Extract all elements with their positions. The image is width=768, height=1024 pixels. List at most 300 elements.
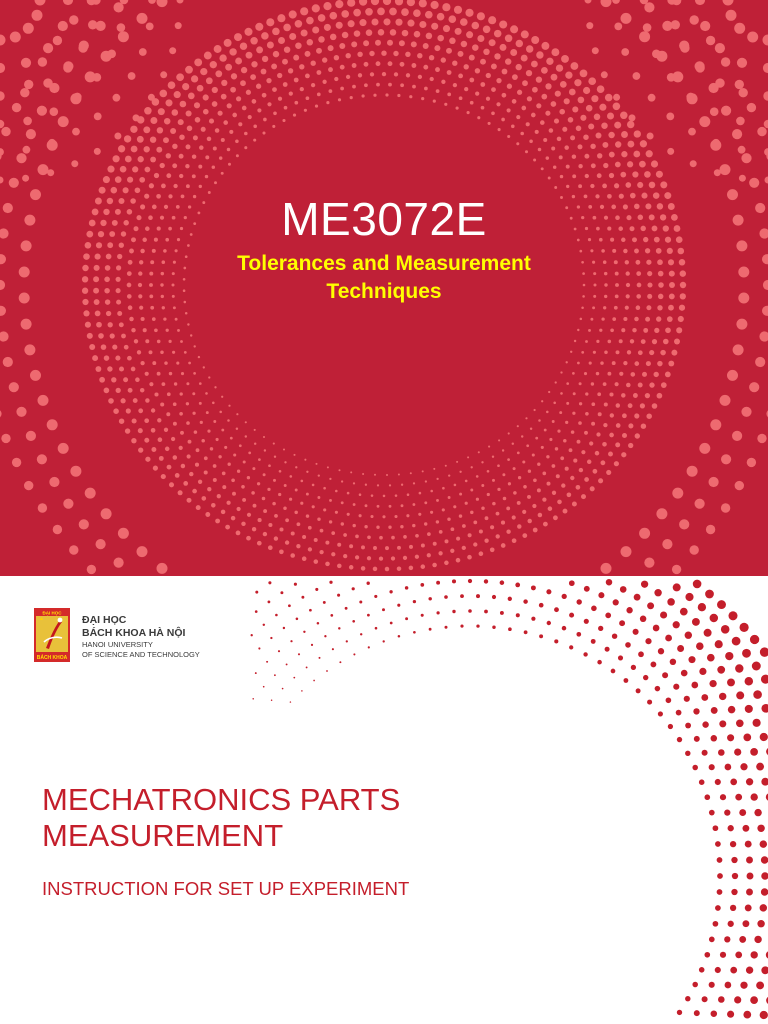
halftone-dot	[502, 69, 508, 75]
halftone-dot	[0, 35, 6, 46]
halftone-dot	[186, 144, 191, 149]
halftone-dot	[346, 75, 350, 79]
halftone-dot	[523, 485, 527, 489]
halftone-dot	[467, 456, 469, 458]
halftone-dot	[186, 382, 189, 385]
halftone-dot	[175, 22, 182, 29]
halftone-dot	[621, 131, 628, 138]
halftone-dot	[531, 617, 535, 621]
halftone-dot	[527, 519, 531, 523]
halftone-dot	[262, 93, 267, 98]
halftone-dot	[547, 482, 551, 486]
halftone-dot	[251, 61, 257, 67]
halftone-dot	[473, 521, 477, 525]
halftone-dot	[645, 317, 650, 322]
halftone-dot	[479, 529, 483, 533]
halftone-dot	[508, 482, 511, 485]
halftone-dot	[213, 464, 217, 468]
halftone-dot	[454, 6, 462, 14]
halftone-dot	[668, 724, 673, 729]
halftone-dot	[595, 451, 600, 456]
halftone-dot	[293, 454, 295, 456]
halftone-dot	[625, 306, 629, 310]
halftone-dot	[639, 528, 650, 539]
halftone-dot	[245, 421, 247, 423]
halftone-dot	[375, 627, 378, 630]
halftone-dot	[761, 675, 768, 684]
halftone-dot	[636, 271, 641, 276]
halftone-dot	[119, 366, 124, 371]
halftone-dot	[198, 165, 202, 169]
halftone-dot	[548, 391, 550, 393]
halftone-dot	[704, 629, 712, 637]
halftone-dot	[470, 489, 473, 492]
halftone-dot	[150, 306, 154, 310]
halftone-dot	[263, 118, 267, 122]
halftone-dot	[667, 148, 674, 155]
halftone-dot	[193, 135, 198, 140]
halftone-dot	[409, 545, 413, 549]
halftone-dot	[371, 18, 378, 25]
halftone-dot	[609, 433, 614, 438]
halftone-dot	[556, 474, 560, 478]
halftone-dot	[172, 295, 175, 298]
halftone-dot	[456, 107, 459, 110]
course-title-line1: Tolerances and Measurement	[237, 252, 531, 275]
halftone-dot	[370, 72, 374, 76]
halftone-dot	[526, 70, 532, 76]
halftone-dot	[290, 640, 292, 642]
halftone-dot	[231, 478, 235, 482]
halftone-dot	[764, 120, 768, 129]
halftone-dot	[731, 889, 737, 895]
halftone-dot	[709, 83, 719, 93]
halftone-dot	[139, 260, 143, 264]
halftone-dot	[492, 625, 495, 628]
halftone-dot	[212, 402, 215, 405]
university-name-line3: HANOI UNIVERSITY	[82, 640, 153, 649]
halftone-dot	[490, 525, 494, 529]
halftone-dot	[163, 137, 169, 143]
halftone-dot	[82, 276, 88, 282]
halftone-dot	[715, 905, 721, 911]
halftone-dot	[492, 595, 496, 599]
halftone-dot	[195, 463, 199, 467]
halftone-dot	[341, 10, 349, 18]
halftone-dot	[709, 810, 715, 816]
halftone-dot	[760, 904, 767, 911]
halftone-dot	[508, 627, 512, 631]
halftone-dot	[383, 18, 390, 25]
halftone-dot	[585, 392, 588, 395]
halftone-dot	[501, 521, 505, 525]
halftone-dot	[222, 472, 226, 476]
halftone-dot	[531, 113, 536, 118]
halftone-dot	[143, 126, 150, 133]
halftone-dot	[492, 502, 496, 506]
halftone-dot	[412, 503, 415, 506]
halftone-dot	[116, 288, 121, 293]
halftone-dot	[12, 458, 21, 467]
halftone-dot	[391, 536, 395, 540]
halftone-dot	[690, 545, 699, 554]
halftone-dot	[70, 466, 81, 477]
halftone-dot	[673, 583, 681, 591]
halftone-dot	[615, 295, 619, 299]
halftone-dot	[660, 611, 667, 618]
halftone-dot	[210, 447, 213, 450]
halftone-dot	[524, 630, 528, 634]
halftone-dot	[654, 372, 659, 377]
halftone-dot	[0, 91, 5, 100]
halftone-dot	[283, 627, 285, 629]
halftone-dot	[623, 361, 627, 365]
halftone-dot	[494, 53, 500, 59]
halftone-dot	[253, 125, 257, 129]
halftone-dot	[82, 265, 89, 272]
halftone-dot	[214, 181, 217, 184]
halftone-dot	[638, 383, 643, 388]
halftone-dot	[669, 271, 675, 277]
halftone-dot	[579, 382, 582, 385]
halftone-dot	[591, 402, 595, 406]
halftone-dot	[506, 530, 510, 534]
halftone-dot	[685, 751, 690, 756]
halftone-dot	[593, 283, 596, 286]
halftone-dot	[747, 458, 756, 467]
halftone-dot	[462, 546, 466, 550]
halftone-dot	[397, 94, 400, 97]
halftone-dot	[258, 647, 260, 649]
halftone-dot	[212, 165, 215, 168]
halftone-dot	[47, 140, 58, 151]
halftone-dot	[199, 185, 202, 188]
halftone-dot	[613, 103, 621, 111]
halftone-dot	[107, 166, 114, 173]
halftone-dot	[554, 119, 559, 124]
halftone-dot	[518, 476, 521, 479]
halftone-dot	[475, 68, 480, 73]
halftone-dot	[213, 478, 217, 482]
halftone-dot	[302, 556, 307, 561]
halftone-dot	[605, 94, 613, 102]
halftone-dot	[733, 344, 744, 355]
halftone-dot	[745, 841, 752, 848]
halftone-dot	[472, 44, 478, 50]
halftone-dot	[32, 10, 43, 21]
halftone-dot	[531, 61, 538, 68]
halftone-dot	[373, 94, 376, 97]
halftone-dot	[411, 63, 416, 68]
halftone-dot	[507, 458, 510, 461]
halftone-dot	[459, 471, 461, 473]
halftone-dot	[548, 177, 551, 180]
halftone-dot	[727, 370, 738, 381]
halftone-dot	[502, 449, 504, 451]
halftone-dot	[690, 160, 697, 167]
halftone-dot	[140, 361, 144, 365]
halftone-dot	[296, 618, 299, 621]
halftone-dot	[503, 497, 507, 501]
halftone-dot	[704, 952, 710, 958]
halftone-dot	[367, 582, 370, 585]
halftone-dot	[527, 495, 531, 499]
halftone-dot	[481, 507, 485, 511]
halftone-dot	[137, 13, 148, 24]
halftone-dot	[665, 372, 671, 378]
halftone-dot	[364, 525, 367, 528]
halftone-dot	[173, 402, 177, 406]
halftone-dot	[359, 0, 367, 6]
halftone-dot	[371, 494, 374, 497]
halftone-dot	[173, 184, 177, 188]
halftone-dot	[256, 46, 263, 53]
halftone-dot	[240, 80, 246, 86]
halftone-dot	[166, 173, 171, 178]
halftone-dot	[576, 485, 581, 490]
halftone-dot	[9, 178, 19, 188]
halftone-dot	[718, 749, 725, 756]
halftone-dot	[166, 329, 169, 332]
halftone-dot	[605, 647, 610, 652]
halftone-dot	[161, 474, 166, 479]
halftone-dot	[314, 538, 318, 542]
halftone-dot	[127, 177, 133, 183]
halftone-dot	[439, 530, 443, 534]
halftone-dot	[379, 556, 383, 560]
halftone-dot	[727, 734, 734, 741]
halftone-dot	[263, 686, 265, 688]
halftone-dot	[290, 553, 295, 558]
halftone-dot	[481, 106, 485, 110]
halftone-dot	[725, 982, 732, 989]
halftone-dot	[397, 604, 400, 607]
halftone-dot	[620, 172, 626, 178]
halftone-dot	[702, 721, 708, 727]
halftone-dot	[370, 515, 373, 518]
halftone-dot	[169, 482, 174, 487]
halftone-dot	[395, 19, 402, 26]
halftone-dot	[490, 547, 495, 552]
halftone-dot	[417, 53, 422, 58]
halftone-dot	[698, 603, 706, 611]
halftone-dot	[179, 154, 184, 159]
halftone-dot	[274, 674, 276, 676]
halftone-dot	[657, 393, 663, 399]
halftone-dot	[600, 460, 605, 465]
halftone-dot	[679, 519, 689, 529]
halftone-dot	[599, 104, 606, 111]
halftone-dot	[347, 492, 350, 495]
halftone-dot	[218, 455, 221, 458]
halftone-dot	[0, 306, 6, 316]
halftone-dot	[554, 639, 558, 643]
halftone-dot	[323, 487, 326, 490]
halftone-dot	[591, 606, 597, 612]
halftone-dot	[661, 382, 667, 388]
halftone-dot	[113, 94, 121, 102]
halftone-dot	[709, 982, 715, 988]
halftone-dot	[656, 51, 667, 62]
halftone-dot	[702, 996, 708, 1002]
halftone-dot	[625, 642, 631, 648]
halftone-dot	[541, 94, 547, 100]
halftone-dot	[203, 94, 209, 100]
halftone-dot	[579, 402, 582, 405]
halftone-dot	[425, 11, 433, 19]
halftone-dot	[418, 75, 422, 79]
halftone-dot	[645, 638, 651, 644]
halftone-dot	[373, 546, 377, 550]
halftone-dot	[657, 259, 663, 265]
halftone-dot	[478, 451, 480, 453]
halftone-dot	[382, 608, 385, 611]
halftone-dot	[323, 2, 331, 10]
halftone-dot	[436, 520, 439, 523]
halftone-dot	[546, 58, 553, 65]
halftone-dot	[653, 625, 660, 632]
halftone-dot	[677, 1010, 682, 1015]
halftone-dot	[735, 952, 742, 959]
halftone-dot	[459, 96, 463, 100]
halftone-dot	[400, 62, 405, 67]
halftone-dot	[542, 472, 546, 476]
halftone-dot	[560, 456, 564, 460]
halftone-dot	[219, 411, 222, 414]
halftone-dot	[441, 57, 446, 62]
halftone-dot	[233, 453, 236, 456]
halftone-dot	[735, 664, 743, 672]
halftone-dot	[628, 403, 633, 408]
halftone-dot	[308, 547, 312, 551]
halftone-dot	[121, 334, 126, 339]
halftone-dot	[365, 484, 367, 486]
halftone-dot	[231, 73, 237, 79]
halftone-dot	[203, 366, 205, 368]
halftone-dot	[173, 306, 176, 309]
halftone-dot	[252, 99, 257, 104]
halftone-dot	[652, 403, 658, 409]
halftone-dot	[634, 130, 641, 137]
halftone-dot	[699, 443, 710, 454]
halftone-dot	[232, 492, 236, 496]
halftone-dot	[517, 501, 521, 505]
halftone-dot	[660, 350, 666, 356]
halftone-dot	[191, 75, 198, 82]
halftone-dot	[531, 585, 536, 590]
halftone-dot	[436, 581, 440, 585]
halftone-dot	[743, 1011, 751, 1019]
halftone-dot	[145, 372, 149, 376]
halftone-dot	[383, 0, 391, 5]
halftone-dot	[747, 32, 758, 43]
halftone-dot	[129, 317, 134, 322]
halftone-dot	[391, 556, 395, 560]
halftone-dot	[307, 39, 314, 46]
halftone-dot	[138, 156, 144, 162]
halftone-dot	[328, 67, 333, 72]
halftone-dot	[329, 581, 332, 584]
halftone-dot	[235, 58, 242, 65]
halftone-dot	[507, 108, 511, 112]
halftone-dot	[169, 340, 172, 343]
halftone-dot	[763, 91, 768, 100]
halftone-dot	[289, 498, 292, 501]
halftone-dot	[361, 545, 365, 549]
halftone-dot	[639, 161, 646, 168]
halftone-dot	[53, 36, 62, 45]
halftone-dot	[125, 428, 130, 433]
halftone-dot	[513, 491, 517, 495]
halftone-dot	[329, 520, 332, 523]
halftone-dot	[232, 113, 237, 118]
halftone-dot	[615, 283, 619, 287]
halftone-dot	[477, 12, 485, 20]
halftone-dot	[672, 565, 681, 574]
halftone-dot	[145, 398, 149, 402]
halftone-dot	[280, 591, 283, 594]
halftone-dot	[563, 509, 568, 514]
halftone-dot	[521, 30, 529, 38]
halftone-dot	[214, 45, 222, 53]
halftone-dot	[589, 362, 592, 365]
halftone-dot	[180, 392, 183, 395]
halftone-dot	[421, 544, 425, 548]
halftone-dot	[327, 466, 329, 468]
halftone-dot	[118, 145, 125, 152]
halftone-dot	[94, 299, 100, 305]
halftone-dot	[621, 328, 625, 332]
halftone-dot	[695, 0, 705, 5]
halftone-dot	[437, 35, 444, 42]
halftone-dot	[607, 372, 611, 376]
halftone-dot	[616, 423, 621, 428]
halftone-dot	[361, 566, 366, 571]
halftone-dot	[350, 96, 353, 99]
halftone-dot	[326, 670, 328, 672]
halftone-dot	[488, 446, 490, 448]
halftone-dot	[755, 357, 765, 367]
halftone-dot	[400, 83, 404, 87]
halftone-dot	[223, 120, 228, 125]
halftone-dot	[699, 116, 710, 127]
halftone-dot	[634, 594, 641, 601]
halftone-dot	[353, 653, 355, 655]
halftone-dot	[565, 467, 569, 471]
halftone-dot	[158, 108, 165, 115]
halftone-dot	[236, 154, 239, 157]
halftone-dot	[70, 93, 81, 104]
halftone-dot	[375, 40, 381, 46]
halftone-dot	[647, 294, 652, 299]
halftone-dot	[615, 442, 620, 447]
halftone-dot	[185, 66, 193, 74]
halftone-dot	[695, 61, 705, 71]
halftone-dot	[609, 173, 614, 178]
halftone-dot	[721, 106, 731, 116]
halftone-dot	[166, 153, 171, 158]
halftone-dot	[732, 431, 742, 441]
halftone-dot	[762, 306, 768, 316]
halftone-dot	[151, 428, 156, 433]
halftone-dot	[627, 161, 633, 167]
halftone-dot	[734, 996, 741, 1003]
halftone-dot	[745, 705, 753, 713]
halftone-dot	[374, 595, 377, 598]
halftone-dot	[447, 93, 451, 97]
halftone-dot	[58, 21, 68, 31]
halftone-dot	[652, 339, 657, 344]
